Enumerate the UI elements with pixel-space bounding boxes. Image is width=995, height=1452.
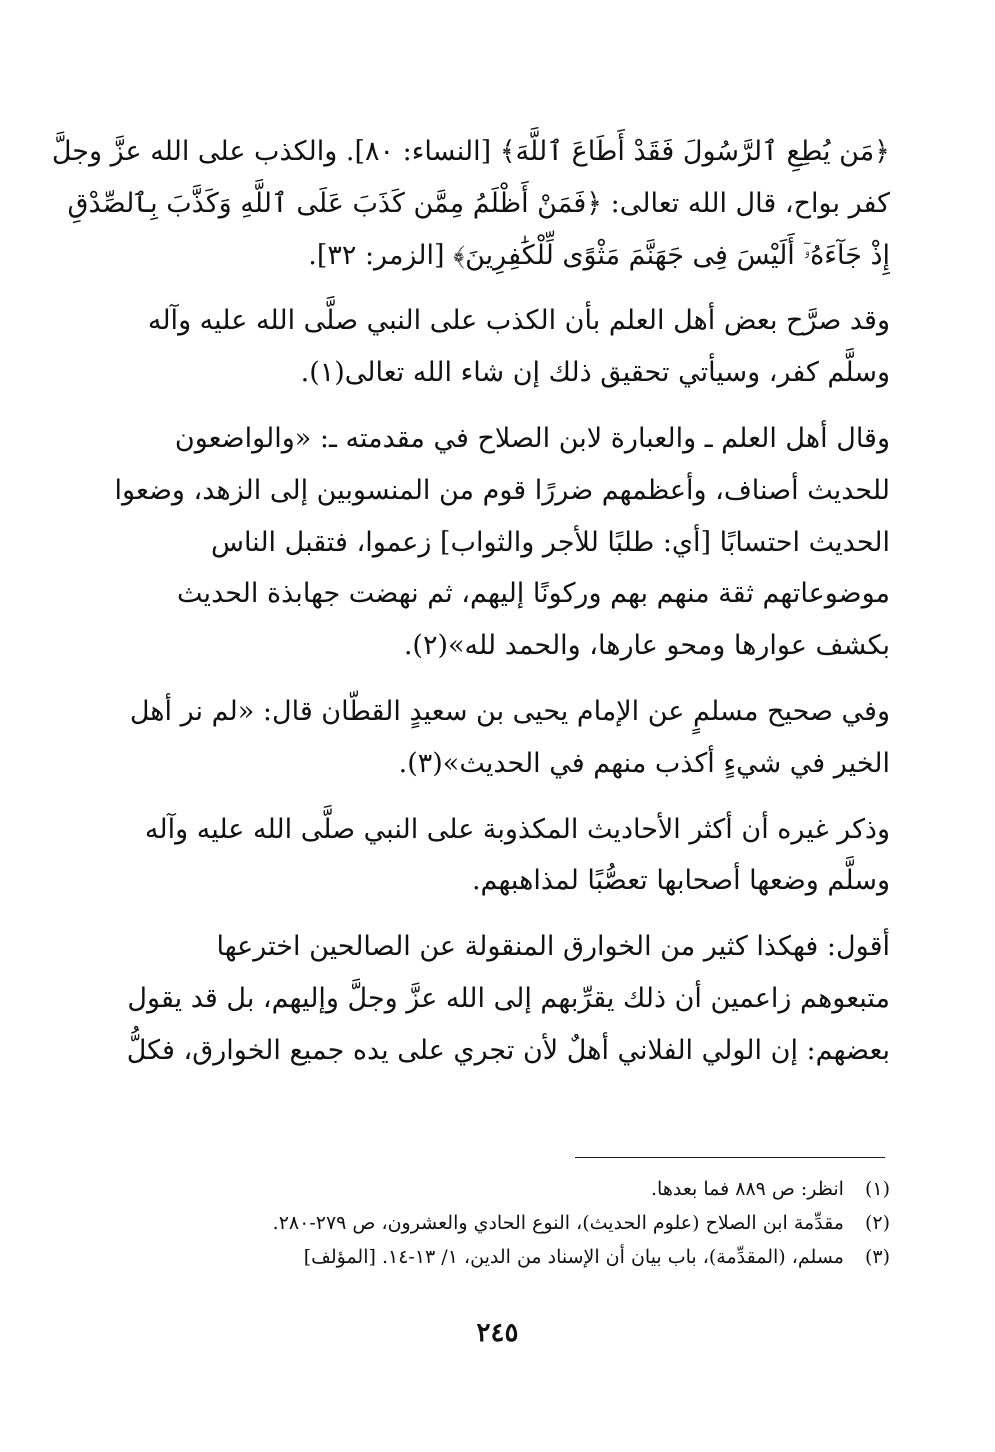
footnote-2 [110, 1206, 890, 1240]
footnote-text: انظر: ص ٨٨٩ فما بعدها. [651, 1178, 844, 1200]
text-line: ﴿مَن يُطِعِ ٱلرَّسُولَ فَقَدْ أَطَاعَ ٱللَّهَ﴾ [النساء: ٨٠]. والكذب على الله عزَّ وجلَّ [51, 136, 890, 167]
text-line: بكشف عوارها ومحو عارها، والحمد لله»(٢). [403, 630, 890, 662]
footnote-text: مقدِّمة ابن الصلاح (علوم الحديث)، النوع الحادي والعشرون، ص ٢٧٩-٢٨٠. [272, 1212, 844, 1234]
body-text [51, 126, 890, 1077]
text-line: موضوعاتهم ثقة منهم بهم وركونًا إليهم، ثم نهضت جهابذة الحديث [177, 578, 890, 610]
text-line: الخير في شيءٍ أكذب منهم في الحديث»(٣). [398, 747, 890, 779]
text-line: كفر بواح، قال الله تعالى: ﴿فَمَنْ أَظْلَمُ مِمَّن كَذَبَ عَلَى ٱللَّهِ وَكَذَّبَ بِٱلصِّدْقِ [67, 187, 890, 219]
footnote-1 [110, 1172, 890, 1206]
footnote-number: (٢) [864, 1212, 890, 1234]
text-line: وقد صرَّح بعض أهل العلم بأن الكذب على النبي صلَّى الله عليه وآله [147, 305, 890, 337]
paragraph-gap [110, 907, 890, 921]
text-line: أقول: فهكذا كثير من الخوارق المنقولة عن الصالحين اخترعها [216, 931, 890, 963]
paragraph-gap [110, 399, 890, 413]
text-line: إِذْ جَآءَهُۥٓ أَلَيْسَ فِى جَهَنَّمَ مَثْوًى لِّلْكَٰفِرِينَ﴾ [الزمر: ٣٢]. [308, 239, 890, 271]
text-line: الحديث احتسابًا [أي: طلبًا للأجر والثواب] زعموا، فتقبل الناس [210, 526, 890, 558]
text-line: وسلَّم كفر، وسيأتي تحقيق ذلك إن شاء الله تعالى(١). [300, 357, 890, 389]
page-number: ٢٤٥ [476, 1318, 519, 1348]
footnote-text: مسلم، (المقدِّمة)، باب بيان أن الإسناد من الدين، ١/ ١٣-١٤. [المؤلف] [303, 1246, 844, 1268]
footnote-divider [575, 1157, 885, 1158]
footnote-3 [110, 1240, 890, 1274]
footnotes [110, 1172, 890, 1274]
text-line: وقال أهل العلم ـ والعبارة لابن الصلاح في مقدمته ـ: «والواضعون [174, 422, 890, 454]
paragraph-gap [110, 281, 890, 295]
text-line: وذكر غيره أن أكثر الأحاديث المكذوبة على النبي صلَّى الله عليه وآله [144, 813, 890, 845]
text-line: وفي صحيح مسلمٍ عن الإمام يحيى بن سعيدٍ القطّان قال: «لم نر أهل [129, 695, 890, 727]
text-line: وسلَّم وضعها أصحابها تعصُّبًا لمذاهبهم. [471, 865, 890, 897]
footnote-number: (٣) [864, 1246, 890, 1268]
footnote-number: (١) [864, 1178, 890, 1200]
text-line: بعضهم: إن الولي الفلاني أهلٌ لأن تجري على يده جميع الخوارق، فكلُّ [126, 1034, 890, 1066]
text-line: للحديث أصناف، وأعظمهم ضررًا قوم من المنسوبين إلى الزهد، وضعوا [114, 474, 890, 506]
paragraph-gap [110, 790, 890, 804]
text-line: متبعوهم زاعمين أن ذلك يقرِّبهم إلى الله عزَّ وجلَّ وإليهم، بل قد يقول [127, 982, 890, 1014]
paragraph-gap [110, 672, 890, 686]
